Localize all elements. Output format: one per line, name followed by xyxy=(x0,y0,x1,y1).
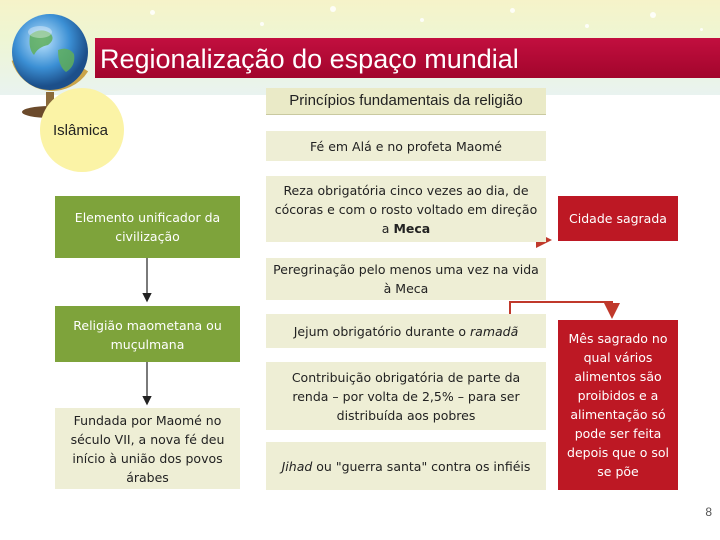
founding-text: Fundada por Maomé no século VII, a nova fé deu início à união dos povos árabes xyxy=(70,412,225,485)
founding-box xyxy=(55,408,240,489)
circle-label: Islâmica xyxy=(53,122,109,139)
religion-name-text: Religião maometana ou muçulmana xyxy=(73,318,222,352)
holy-month-box: Mês sagrado no qual vários alimentos são proibidos e a alimentação só pode ser feita depois que o sol se põe xyxy=(558,320,678,490)
principle-faith: Fé em Alá e no profeta Maomé xyxy=(266,131,546,161)
page-title: Regionalização do espaço mundial xyxy=(100,44,519,74)
holy-city-box: Cidade sagrada xyxy=(558,196,678,241)
unifying-element-box xyxy=(55,196,240,258)
principle-jihad: Jihad ou "guerra santa" contra os infiéis xyxy=(266,442,546,490)
unifying-element-text: Elemento unificador da civilização xyxy=(74,210,221,244)
principle-fasting: Jejum obrigatório durante o ramadã xyxy=(266,314,546,348)
principle-prayer: Reza obrigatória cinco vezes ao dia, de cócoras e com o rosto voltado em direção a Meca xyxy=(266,176,546,242)
principles-header: Princípios fundamentais da religião xyxy=(266,88,546,115)
principle-charity: Contribuição obrigatória de parte da renda – por volta de 2,5% – para ser distribuída aos pobres xyxy=(266,362,546,430)
principle-pilgrimage: Peregrinação pelo menos uma vez na vida à Meca xyxy=(266,258,546,300)
page-number: 8 xyxy=(705,505,712,519)
religion-name-box xyxy=(55,306,240,362)
